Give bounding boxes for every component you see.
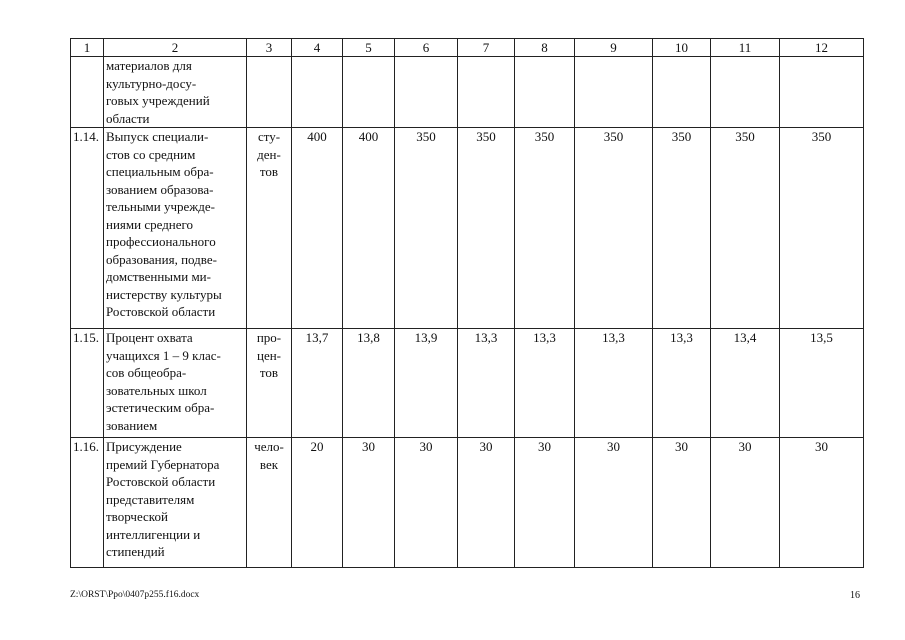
row-name-cell: Процент охвата учащихся 1 – 9 клас- сов общеобра- зовательных школ эстетическим обра- зованием: [104, 329, 247, 438]
header-cell: 10: [653, 39, 711, 57]
value-cell: [292, 57, 343, 128]
value-cell: 13,7: [292, 329, 343, 438]
header-cell: 3: [247, 39, 292, 57]
row-unit-cell: [247, 57, 292, 128]
value-cell: 30: [395, 438, 458, 568]
value-cell: 30: [575, 438, 653, 568]
value-cell: [515, 57, 575, 128]
value-cell: [711, 57, 780, 128]
row-number-cell: 1.15.: [71, 329, 104, 438]
value-cell: 30: [458, 438, 515, 568]
header-cell: 9: [575, 39, 653, 57]
value-cell: 350: [780, 128, 864, 329]
header-cell: 6: [395, 39, 458, 57]
value-cell: 400: [343, 128, 395, 329]
value-cell: 30: [343, 438, 395, 568]
row-name-cell: Выпуск специали- стов со средним специальным обра- зованием образова- тельными учрежде- ниями среднего профессионального образования, подве- домственными ми- нистерству культуры Ростовской области: [104, 128, 247, 329]
header-cell: 4: [292, 39, 343, 57]
header-row: [71, 39, 864, 57]
table-row: [71, 128, 864, 329]
header-cell: 2: [104, 39, 247, 57]
value-cell: [343, 57, 395, 128]
value-cell: 30: [515, 438, 575, 568]
value-cell: [575, 57, 653, 128]
value-cell: 13,4: [711, 329, 780, 438]
table-row-continuation: [71, 57, 864, 128]
table-row: [71, 329, 864, 438]
value-cell: 20: [292, 438, 343, 568]
value-cell: [395, 57, 458, 128]
header-cell: 5: [343, 39, 395, 57]
row-number-cell: 1.16.: [71, 438, 104, 568]
value-cell: 13,9: [395, 329, 458, 438]
value-cell: [458, 57, 515, 128]
row-number-cell: [71, 57, 104, 128]
page-number: 16: [850, 590, 860, 601]
footer-file-path: Z:\ORST\Ppo\0407p255.f16.docx: [70, 590, 200, 600]
table-row: [71, 438, 864, 568]
value-cell: 30: [711, 438, 780, 568]
value-cell: 13,5: [780, 329, 864, 438]
value-cell: 350: [575, 128, 653, 329]
row-name-cell: материалов для культурно-досу- говых учреждений области: [104, 57, 247, 128]
value-cell: 350: [458, 128, 515, 329]
value-cell: 400: [292, 128, 343, 329]
row-unit-cell: сту- ден- тов: [247, 128, 292, 329]
value-cell: [653, 57, 711, 128]
value-cell: 30: [780, 438, 864, 568]
header-cell: 7: [458, 39, 515, 57]
value-cell: 350: [711, 128, 780, 329]
value-cell: 13,8: [343, 329, 395, 438]
value-cell: 350: [653, 128, 711, 329]
header-cell: 11: [711, 39, 780, 57]
value-cell: 30: [653, 438, 711, 568]
row-unit-cell: про- цен- тов: [247, 329, 292, 438]
header-cell: 1: [71, 39, 104, 57]
header-cell: 12: [780, 39, 864, 57]
value-cell: [780, 57, 864, 128]
value-cell: 350: [395, 128, 458, 329]
value-cell: 13,3: [458, 329, 515, 438]
row-unit-cell: чело- век: [247, 438, 292, 568]
header-cell: 8: [515, 39, 575, 57]
data-table: [70, 38, 864, 568]
value-cell: 13,3: [575, 329, 653, 438]
value-cell: 350: [515, 128, 575, 329]
value-cell: 13,3: [515, 329, 575, 438]
row-number-cell: 1.14.: [71, 128, 104, 329]
row-name-cell: Присуждение премий Губернатора Ростовской области представителям творческой интеллигенции и стипендий: [104, 438, 247, 568]
value-cell: 13,3: [653, 329, 711, 438]
